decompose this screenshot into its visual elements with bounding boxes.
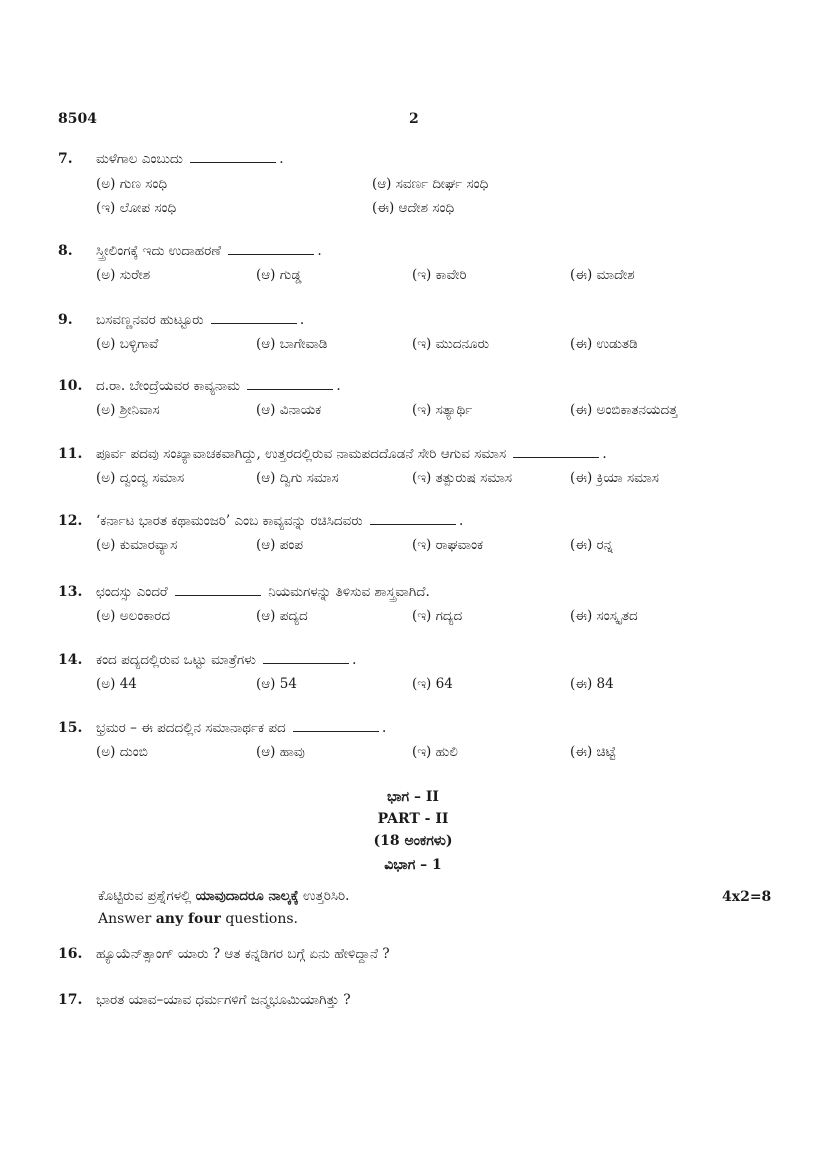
option-b: (ಆ) 54 <box>256 676 297 692</box>
question-text: ಛಂದಸ್ಸು ಎಂದರೆ ನಿಯಮಗಳನ್ನು ತಿಳಿಸುವ ಶಾಸ್ತ್ರವಾಗಿದೆ. <box>96 584 430 600</box>
instruction-english: Answer any four questions. <box>98 911 299 927</box>
option-a: (ಅ) ಅಲಂಕಾರದ <box>96 608 171 624</box>
option-b: (ಆ) ದ್ವಿಗು ಸಮಾಸ <box>256 470 339 486</box>
answer-blank <box>175 583 261 596</box>
question-text: ಭ್ರಮರ – ಈ ಪದದಲ್ಲಿನ ಸಮಾನಾರ್ಥಕ ಪದ . <box>96 720 387 736</box>
question-number: 9. <box>58 312 73 328</box>
question-10 <box>58 375 778 421</box>
option-c: (ಇ) ಲೋಪ ಸಂಧಿ <box>96 200 177 216</box>
instruction-kannada: ಕೊಟ್ಟಿರುವ ಪ್ರಶ್ನೆಗಳಲ್ಲಿ ಯಾವುದಾದರೂ ನಾಲ್ಕಕ್ಕೆ ಉತ್ತರಿಸಿರಿ. <box>98 888 350 904</box>
option-d: (ಈ) ಅಂಬಿಕಾತನಯದತ್ತ <box>570 402 678 418</box>
option-b: (ಆ) ಹಾವು <box>256 744 305 760</box>
option-a: (ಅ) ದುಂಬಿ <box>96 744 148 760</box>
question-number: 14. <box>58 652 83 668</box>
option-a: (ಅ) ಶ್ರೀನಿವಾಸ <box>96 402 160 418</box>
option-c: (ಇ) ಗದ್ಯದ <box>412 608 463 624</box>
option-d: (ಈ) ಕ್ರಿಯಾ ಸಮಾಸ <box>570 470 659 486</box>
option-c: (ಇ) ಕಾವೇರಿ <box>412 267 467 283</box>
section-marks: (18 ಅಂಕಗಳು) <box>373 833 453 849</box>
option-b: (ಆ) ವಿನಾಯಕ <box>256 402 322 418</box>
question-text: ಮಳೆಗಾಲ ಎಂಬುದು . <box>96 151 284 167</box>
answer-blank <box>211 311 297 324</box>
question-11 <box>58 443 778 489</box>
option-b: (ಆ) ಪಂಪ <box>256 537 304 553</box>
section-part: PART - II <box>377 811 449 827</box>
option-a: (ಅ) ಬಳ್ಳಿಗಾವೆ <box>96 336 159 352</box>
option-d: (ಈ) ಆದೇಶ ಸಂಧಿ <box>372 200 455 216</box>
question-text: ಸ್ತ್ರೀಲಿಂಗಕ್ಕೆ ಇದು ಉದಾಹರಣೆ . <box>96 243 322 259</box>
question-text: ಭಾರತ ಯಾವ–ಯಾವ ಧರ್ಮಗಳಿಗೆ ಜನ್ಮಭೂಮಿಯಾಗಿತ್ತು ? <box>96 992 351 1008</box>
question-15 <box>58 717 778 763</box>
question-text: ಹ್ಯೂಯೆನ್‌ತ್ಸಾಂಗ್ ಯಾರು ? ಆತ ಕನ್ನಡಿಗರ ಬಗ್ಗೆ ಏನು ಹೇಳಿದ್ದಾನೆ ? <box>96 946 390 962</box>
answer-blank <box>190 150 276 163</box>
section-vibhaga: ವಿಭಾಗ – 1 <box>384 857 442 873</box>
score-breakdown: 4x2=8 <box>722 889 772 905</box>
option-b: (ಆ) ಬಾಗೇವಾಡಿ <box>256 336 328 352</box>
answer-blank <box>370 512 456 525</box>
question-number: 7. <box>58 151 73 167</box>
option-a: (ಅ) ಗುಣ ಸಂಧಿ <box>96 176 168 192</box>
option-d: (ಈ) ಸಂಸ್ಕೃತದ <box>570 608 638 624</box>
question-text: ‘ಕರ್ನಾಟ ಭಾರತ ಕಥಾಮಂಜರಿ’ ಎಂಬ ಕಾವ್ಯವನ್ನು ರಚಿಸಿದವರು . <box>96 513 464 529</box>
question-number: 13. <box>58 584 83 600</box>
question-number: 10. <box>58 378 83 394</box>
question-text: ಬಸವಣ್ಣನವರ ಹುಟ್ಟೂರು . <box>96 312 305 328</box>
option-b: (ಆ) ಪದ್ಯದ <box>256 608 308 624</box>
option-d: (ಈ) ಚಿಟ್ಟೆ <box>570 744 616 760</box>
option-d: (ಈ) ಉಡುತಡಿ <box>570 336 638 352</box>
answer-blank <box>293 719 379 732</box>
option-a: (ಅ) ದ್ವಂದ್ವ ಸಮಾಸ <box>96 470 185 486</box>
question-12 <box>58 510 778 556</box>
option-b: (ಆ) ಗುಡ್ಡ <box>256 267 302 283</box>
question-number: 11. <box>58 446 83 462</box>
option-d: (ಈ) ಮಾದೇಶ <box>570 267 635 283</box>
question-8 <box>58 240 778 286</box>
question-text: ದ.ರಾ. ಬೇಂದ್ರೆಯವರ ಕಾವ್ಯನಾಮ . <box>96 378 341 394</box>
question-14 <box>58 649 778 695</box>
option-c: (ಇ) ಸತ್ಯಾರ್ಥಿ <box>412 402 473 418</box>
option-a: (ಅ) ಸುರೇಶ <box>96 267 151 283</box>
paper-code: 8504 <box>58 111 97 127</box>
option-d: (ಈ) 84 <box>570 676 614 692</box>
option-d: (ಈ) ರನ್ನ <box>570 537 614 553</box>
answer-blank <box>247 377 333 390</box>
option-c: (ಇ) ಮುದನೂರು <box>412 336 490 352</box>
option-c: (ಇ) ಹುಲಿ <box>412 744 458 760</box>
question-number: 12. <box>58 513 83 529</box>
question-number: 8. <box>58 243 73 259</box>
question-number: 15. <box>58 720 83 736</box>
question-text: ಕಂದ ಪದ್ಯದಲ್ಲಿರುವ ಒಟ್ಟು ಮಾತ್ರೆಗಳು . <box>96 652 357 668</box>
question-text: ಪೂರ್ವ ಪದವು ಸಂಖ್ಯಾವಾಚಕವಾಗಿದ್ದು, ಉತ್ತರದಲ್ಲಿರುವ ನಾಮಪದದೊಡನೆ ಸೇರಿ ಆಗುವ ಸಮಾಸ . <box>96 446 607 462</box>
question-number: 17. <box>58 992 83 1008</box>
question-7 <box>58 148 778 219</box>
question-number: 16. <box>58 946 83 962</box>
option-c: (ಇ) ತತ್ಪುರುಷ ಸಮಾಸ <box>412 470 513 486</box>
question-13 <box>58 581 778 627</box>
page-number: 2 <box>409 111 419 127</box>
answer-blank <box>513 445 599 458</box>
option-b: (ಆ) ಸವರ್ಣ ದೀರ್ಘ ಸಂಧಿ <box>372 176 489 192</box>
answer-blank <box>263 651 349 664</box>
question-9 <box>58 309 778 355</box>
answer-blank <box>228 242 314 255</box>
section-bhaga: ಭಾಗ – II <box>387 789 439 805</box>
question-17 <box>58 989 778 1011</box>
option-c: (ಇ) ರಾಘವಾಂಕ <box>412 537 484 553</box>
option-a: (ಅ) 44 <box>96 676 137 692</box>
question-16 <box>58 943 778 965</box>
option-a: (ಅ) ಕುಮಾರವ್ಯಾಸ <box>96 537 178 553</box>
option-c: (ಇ) 64 <box>412 676 453 692</box>
